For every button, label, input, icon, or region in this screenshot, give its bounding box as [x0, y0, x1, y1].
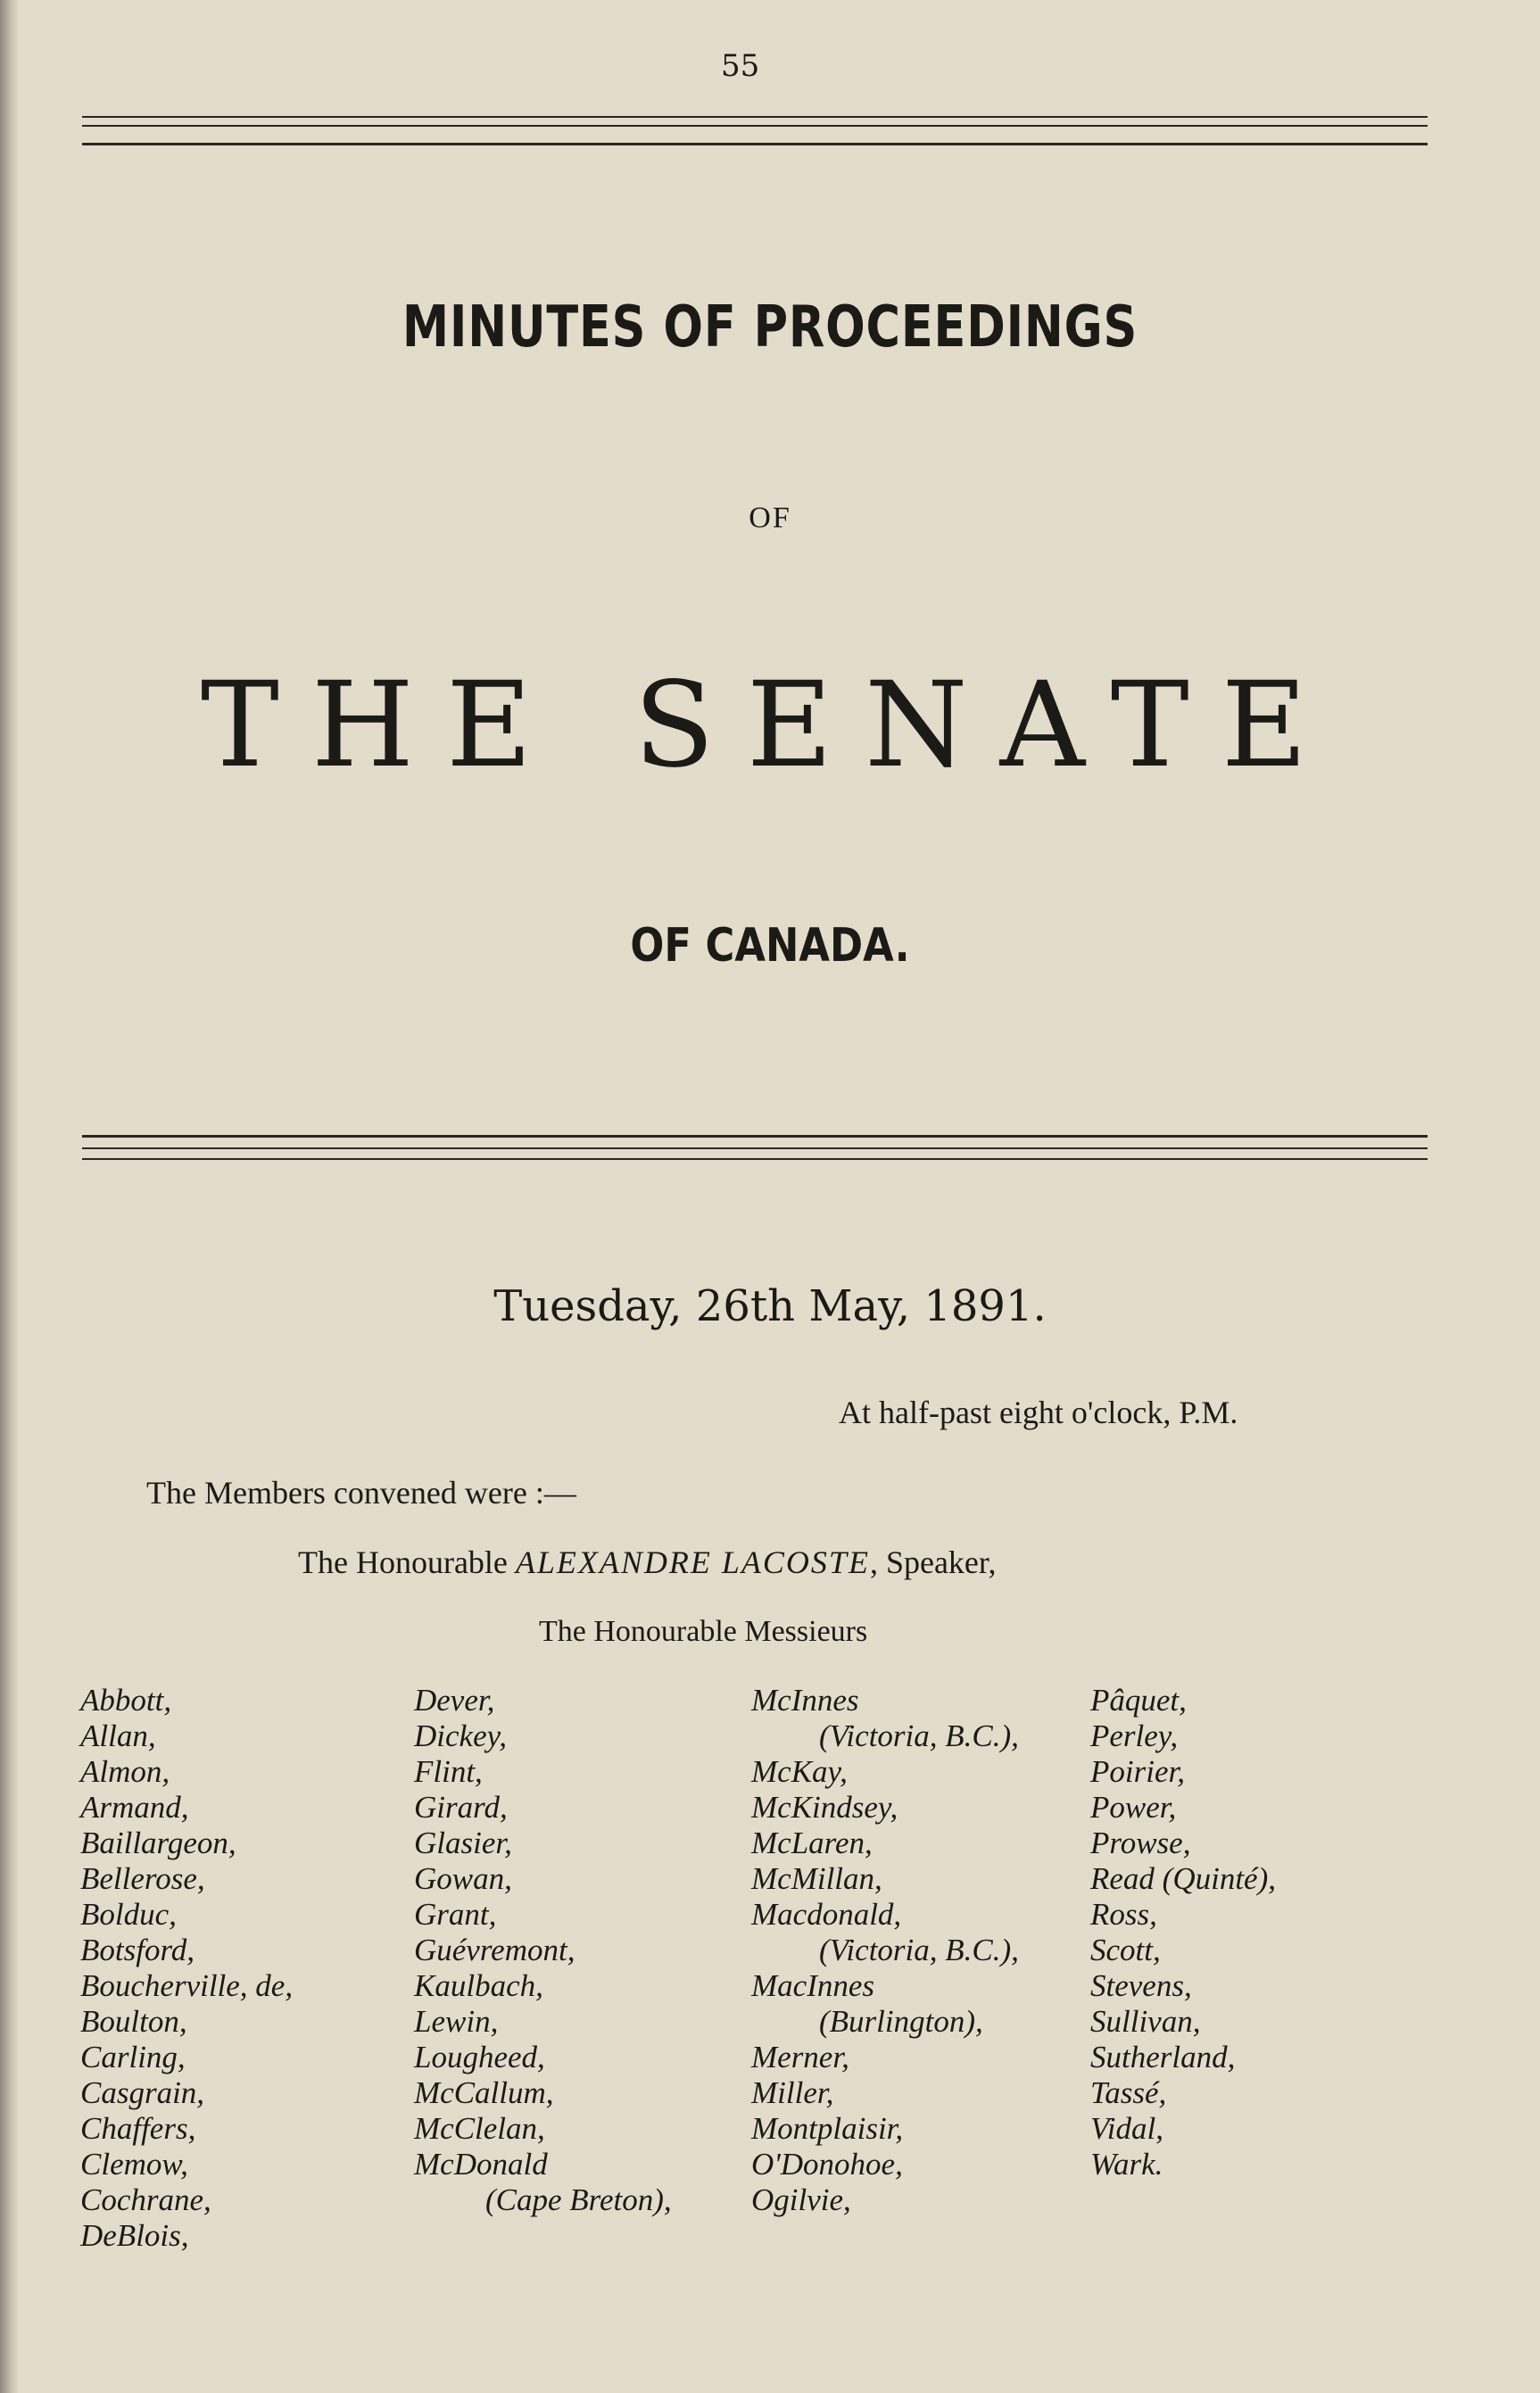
- member-name: Flint,: [414, 1754, 483, 1789]
- member-name: Kaulbach,: [414, 1968, 543, 2003]
- member-name: Scott,: [1090, 1933, 1161, 1967]
- member-name: Baillargeon,: [80, 1826, 236, 1860]
- members-intro: The Members convened were :—: [146, 1475, 576, 1511]
- member-name: Sutherland,: [1090, 2040, 1236, 2074]
- member-name: Dever,: [414, 1683, 495, 1718]
- member-name: Bellerose,: [80, 1861, 205, 1896]
- member-name: Miller,: [751, 2075, 834, 2110]
- title-of-canada: OF CANADA.: [630, 919, 910, 973]
- member-name: McDonald: [414, 2147, 548, 2182]
- title-of: OF: [749, 501, 791, 534]
- member-name: MacInnes: [751, 1968, 875, 2003]
- member-name: Bolduc,: [80, 1897, 177, 1932]
- top-rule-lower: [82, 143, 1428, 145]
- member-name: Montplaisir,: [751, 2111, 904, 2146]
- member-name: Macdonald,: [751, 1897, 902, 1932]
- members-column-1: [80, 1683, 293, 2254]
- member-name: Sullivan,: [1090, 2004, 1201, 2039]
- member-name: Perley,: [1090, 1718, 1179, 1753]
- member-name: McInnes: [751, 1683, 859, 1718]
- member-name: Prowse,: [1090, 1826, 1191, 1860]
- title-minutes-of-proceedings: MINUTES OF PROCEEDINGS: [402, 294, 1138, 360]
- member-name: Lewin,: [414, 2004, 499, 2039]
- member-name: Lougheed,: [414, 2040, 545, 2074]
- member-name: Ross,: [1090, 1897, 1157, 1932]
- member-name: Abbott,: [80, 1683, 172, 1718]
- page-number: 55: [721, 48, 760, 84]
- member-name: Vidal,: [1090, 2111, 1163, 2146]
- member-name: McMillan,: [751, 1861, 882, 1896]
- mid-rule-upper: [82, 1135, 1428, 1138]
- member-name: Boucherville, de,: [80, 1968, 294, 2003]
- book-spine-shadow: [0, 0, 20, 2393]
- member-name: DeBlois,: [80, 2218, 189, 2253]
- member-name: McCallum,: [414, 2075, 554, 2110]
- speaker-suffix: , Speaker,: [869, 1544, 997, 1580]
- member-name: Tassé,: [1090, 2075, 1167, 2110]
- member-name: Chaffers,: [80, 2111, 196, 2146]
- member-name: (Victoria, B.C.),: [819, 1933, 1019, 1967]
- member-name: (Victoria, B.C.),: [819, 1718, 1019, 1753]
- speaker-line: [298, 1544, 996, 1581]
- member-name: (Burlington),: [819, 2004, 983, 2039]
- member-name: Carling,: [80, 2040, 186, 2074]
- honourable-messieurs-heading: The Honourable Messieurs: [539, 1615, 868, 1648]
- speaker-prefix: The Honourable: [298, 1544, 516, 1580]
- mid-rule-lower: [82, 1158, 1428, 1160]
- member-name: Boulton,: [80, 2004, 187, 2039]
- sitting-date: Tuesday, 26th May, 1891.: [493, 1281, 1047, 1331]
- member-name: McClelan,: [414, 2111, 545, 2146]
- member-name: Pâquet,: [1090, 1683, 1187, 1718]
- member-name: Merner,: [751, 2040, 849, 2074]
- top-rule-middle: [82, 125, 1428, 127]
- member-name: (Cape Breton),: [485, 2182, 672, 2217]
- top-rule-upper: [82, 116, 1428, 118]
- member-name: Power,: [1090, 1790, 1177, 1825]
- speaker-name: ALEXANDRE LACOSTE: [515, 1544, 870, 1580]
- member-name: Stevens,: [1090, 1968, 1192, 2003]
- member-name: Clemow,: [80, 2147, 188, 2182]
- member-name: McKay,: [751, 1754, 848, 1789]
- member-name: Girard,: [414, 1790, 508, 1825]
- member-name: Cochrane,: [80, 2182, 211, 2217]
- members-column-2: [414, 1683, 672, 2218]
- members-column-4: [1090, 1683, 1276, 2182]
- member-name: Wark.: [1090, 2147, 1163, 2182]
- member-name: Grant,: [414, 1897, 497, 1932]
- member-name: McLaren,: [751, 1826, 873, 1860]
- mid-rule-middle: [82, 1147, 1428, 1149]
- member-name: Glasier,: [414, 1826, 512, 1860]
- member-name: Allan,: [80, 1718, 156, 1753]
- members-column-3: [751, 1683, 1019, 2218]
- member-name: Read (Quinté),: [1090, 1861, 1276, 1896]
- member-name: Ogilvie,: [751, 2182, 851, 2217]
- title-the-senate: THE SENATE: [200, 657, 1340, 794]
- member-name: McKindsey,: [751, 1790, 898, 1825]
- member-name: Armand,: [80, 1790, 189, 1825]
- member-name: O'Donohoe,: [751, 2147, 903, 2182]
- member-name: Gowan,: [414, 1861, 512, 1896]
- member-name: Botsford,: [80, 1933, 195, 1967]
- sitting-time: At half-past eight o'clock, P.M.: [839, 1395, 1238, 1430]
- member-name: Dickey,: [414, 1718, 507, 1753]
- member-name: Poirier,: [1090, 1754, 1185, 1789]
- member-name: Casgrain,: [80, 2075, 205, 2110]
- member-name: Almon,: [80, 1754, 170, 1789]
- member-name: Guévremont,: [414, 1933, 575, 1967]
